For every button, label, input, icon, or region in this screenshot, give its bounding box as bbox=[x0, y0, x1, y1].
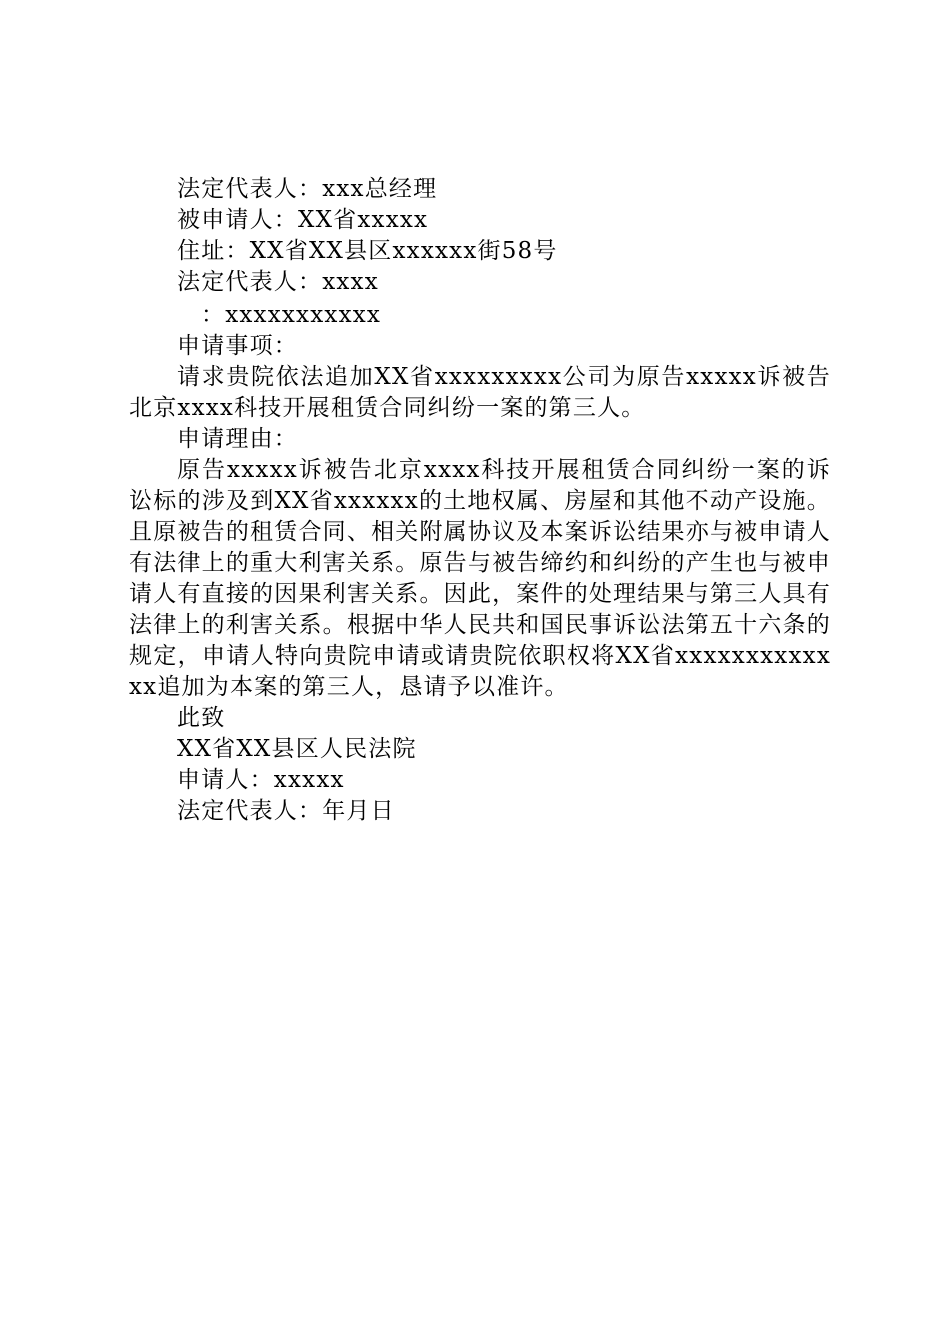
address-line: 住址：XX省XX县区xxxxxx街58号 bbox=[177, 238, 558, 264]
respondent-line: 被申请人：XX省xxxxx bbox=[177, 207, 429, 233]
document-body bbox=[129, 174, 831, 827]
court-name-line: XX省XX县区人民法院 bbox=[177, 736, 417, 762]
request-paragraph: 请求贵院依法追加XX省xxxxxxxxx公司为原告xxxxx诉被告北京xxxx科技开展租赁合同纠纷一案的第三人。 bbox=[129, 364, 831, 421]
contact-line: ：xxxxxxxxxxx bbox=[201, 302, 382, 328]
respondent-legal-representative-line: 法定代表人：xxxx bbox=[177, 269, 379, 295]
reason-heading: 申请理由： bbox=[177, 426, 298, 452]
closing-line: 此致 bbox=[177, 705, 226, 731]
legal-representative-line: 法定代表人：xxx总经理 bbox=[177, 176, 438, 202]
request-heading: 申请事项： bbox=[177, 333, 298, 359]
signature-date-line: 法定代表人：年月日 bbox=[177, 798, 395, 824]
reason-paragraph: 原告xxxxx诉被告北京xxxx科技开展租赁合同纠纷一案的诉讼标的涉及到XX省xxxxxx的土地权属、房屋和其他不动产设施。且原被告的租赁合同、相关附属协议及本案诉讼结果亦与被申请人有法律上的重大利害关系。原告与被告缔约和纠纷的产生也与被申请人有直接的因果利害关系。因此，案件的处理结果与第三人具有法律上的利害关系。根据中华人民共和国民事诉讼法第五十六条的规定，申请人特向贵院申请或请贵院依职权将XX省xxxxxxxxxxxxx追加为本案的第三人，恳请予以准许。 bbox=[129, 457, 831, 700]
applicant-line: 申请人：xxxxx bbox=[177, 767, 345, 793]
